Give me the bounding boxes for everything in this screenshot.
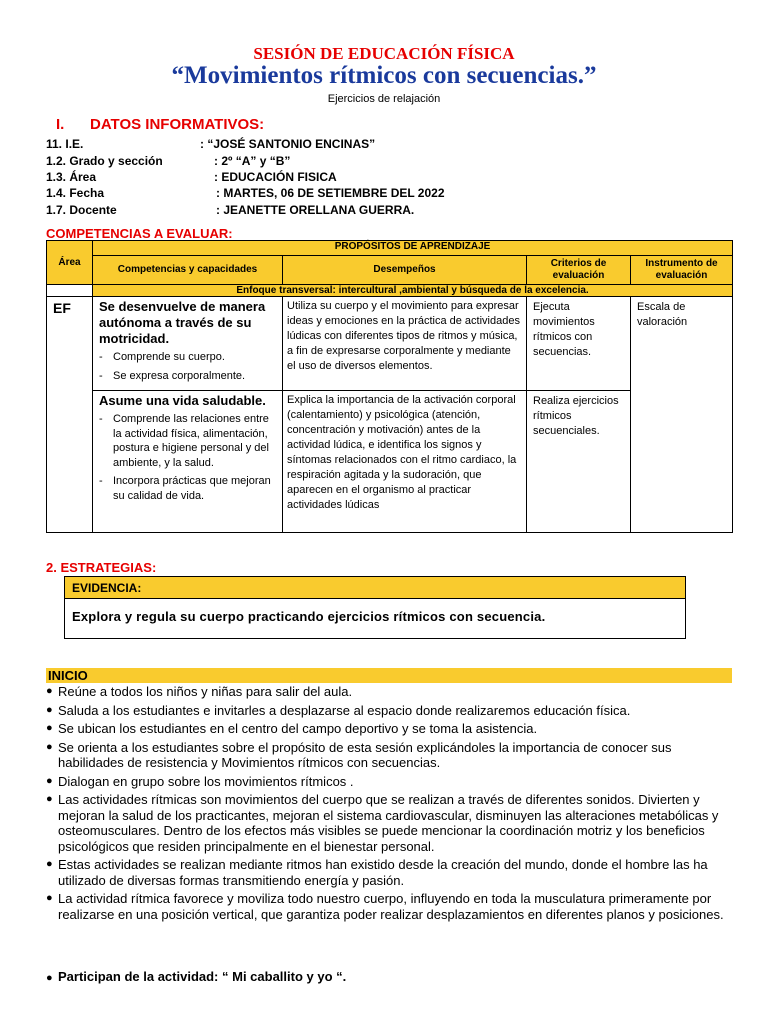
section-datos-title [56, 116, 264, 133]
info-label: 11. I.E. [46, 137, 84, 151]
inicio-list [46, 684, 736, 925]
competencia-title: Asume una vida saludable. [99, 393, 266, 408]
evidence-box [64, 576, 686, 639]
info-label: 1.3. Área [46, 170, 97, 184]
bullet-icon: ● [46, 892, 53, 904]
desempeno-cell: Explica la importancia de la activación corporal (calentamiento) y psicológica (atención, concentración y motivación) antes de la actividad lúdica, e identifica los signos y síntomas relacionados con el ritmo cardiaco, la respiración agitada y la sudoración, que aparecen en el organismo al practicar actividades lúdicas [283, 391, 527, 533]
info-value: : MARTES, 06 DE SETIEMBRE DEL 2022 [216, 186, 445, 200]
header-area: Área [47, 241, 93, 285]
capacidades-list [99, 412, 278, 503]
bullet-icon: ● [46, 793, 53, 805]
info-label: 1.7. Docente [46, 203, 117, 217]
list-item: ● Saluda a los estudiantes e invitarles a desplazarse al espacio donde realizaremos educación física. [46, 702, 631, 718]
info-value: : “JOSÉ SANTONIO ENCINAS” [200, 137, 376, 151]
section-label: DATOS INFORMATIVOS: [90, 116, 265, 133]
list-item: ● Estas actividades se realizan mediante ritmos han existido desde la creación del mundo, donde el hombre las ha utilizado de diversas formas transmitiendo energía y pasión. [46, 857, 708, 888]
bullet-icon: ● [46, 774, 53, 787]
area-value: EF [47, 297, 93, 533]
list-item: ● La actividad rítmica favorece y moviliza todo nuestro cuerpo, influyendo en toda la musculatura primeramente por realizarse en una posición vertical, que garantiza poder realizar desplazamientos en diferentes planos y posiciones. [46, 891, 724, 922]
list-item: ● Se ubican los estudiantes en el centro del campo deportivo y se toma la asistencia. [46, 721, 538, 736]
competencia-cell [93, 297, 283, 391]
session-heading: SESIÓN DE EDUCACIÓN FÍSICA [253, 44, 515, 63]
evidence-label: EVIDENCIA: [65, 577, 685, 599]
competencia-title: Se desenvuelve de manera autónoma a través de su motricidad. [99, 299, 266, 346]
bullet-icon: ● [46, 722, 53, 734]
competencia-cell [93, 391, 283, 533]
header-criterios: Criterios de evaluación [527, 256, 631, 285]
list-item: - Comprende las relaciones entre la actividad física, alimentación, postura e higiene personal y del ambiente, y la salud. [99, 413, 269, 469]
info-value: : JEANETTE ORELLANA GUERRA. [216, 203, 415, 217]
list-item: ● Se orienta a los estudiantes sobre el propósito de esta sesión explicándoles la importancia de conocer sus habilidades de resistencia y Movimientos rítmicos con secuencias. [46, 739, 672, 770]
header-desempenos: Desempeños [283, 256, 527, 285]
subtitle: Ejercicios de relajación [327, 93, 441, 105]
criterio-cell: Realiza ejercicios rítmicos secuenciales. [527, 391, 631, 533]
capacidades-list [99, 350, 278, 383]
bullet-icon: ● [46, 703, 53, 716]
info-value: : EDUCACIÓN FISICA [214, 170, 337, 184]
final-activity: ● Participan de la actividad: “ Mi caballito y yo “. [46, 969, 347, 984]
estrategias-title: 2. ESTRATEGIAS: [46, 560, 157, 575]
desempeno-cell: Utiliza su cuerpo y el movimiento para expresar ideas y emociones en la práctica de actividades lúdicas con diferentes tipos de ritmos y música, a fin de expresarse corporalmente y mediante el uso de diversos elementos. [283, 297, 527, 391]
list-item: ● Reúne a todos los niños y niñas para salir del aula. [46, 684, 353, 699]
competencias-table [46, 240, 733, 533]
list-item: ● Las actividades rítmicas son movimientos del cuerpo que se realizan a través de diferentes sonidos. Divierten y mejoran la salud de los practicantes, mejoran el sistema cardiovascular, disminuyen las alteraciones metabólicas y osteomusculares. Dentro de los efectos más visibles se puede mencionar la coordinación motriz y los beneficios psicológicos que residen principalmente en el bienestar personal. [46, 792, 719, 854]
bullet-icon: ● [46, 740, 53, 753]
page-title: “Movimientos rítmicos con secuencias.” [171, 62, 597, 89]
list-item: - Se expresa corporalmente. [99, 369, 246, 382]
enfoque-transversal: Enfoque transversal: intercultural ,ambiental y búsqueda de la excelencia. [93, 285, 733, 297]
bullet-icon: ● [46, 972, 53, 984]
inicio-title: INICIO [46, 668, 732, 683]
instrumento-value: Escala de valoración [631, 297, 733, 533]
info-label: 1.4. Fecha [46, 186, 105, 200]
list-item: - Comprende su cuerpo. [99, 351, 225, 363]
evidence-text: Explora y regula su cuerpo practicando ejercicios rítmicos con secuencia. [72, 609, 546, 624]
bullet-icon: ● [46, 685, 53, 697]
transversal-area-spacer [47, 285, 93, 297]
competencias-title: COMPETENCIAS A EVALUAR: [46, 226, 233, 241]
section-number: I. [56, 116, 65, 133]
header-competencias: Competencias y capacidades [93, 256, 283, 285]
header-propositos: PROPÓSITOS DE APRENDIZAJE [93, 241, 733, 256]
list-item: - Incorpora prácticas que mejoran su calidad de vida. [99, 475, 271, 502]
info-label: 1.2. Grado y sección [46, 154, 163, 168]
header-instrumento: Instrumento de evaluación [631, 256, 733, 285]
criterio-cell: Ejecuta movimientos rítmicos con secuencias. [527, 297, 631, 391]
list-item: ● Dialogan en grupo sobre los movimientos rítmicos . [46, 773, 354, 789]
bullet-icon: ● [46, 858, 53, 870]
info-value: : 2º “A” y “B” [214, 154, 291, 168]
